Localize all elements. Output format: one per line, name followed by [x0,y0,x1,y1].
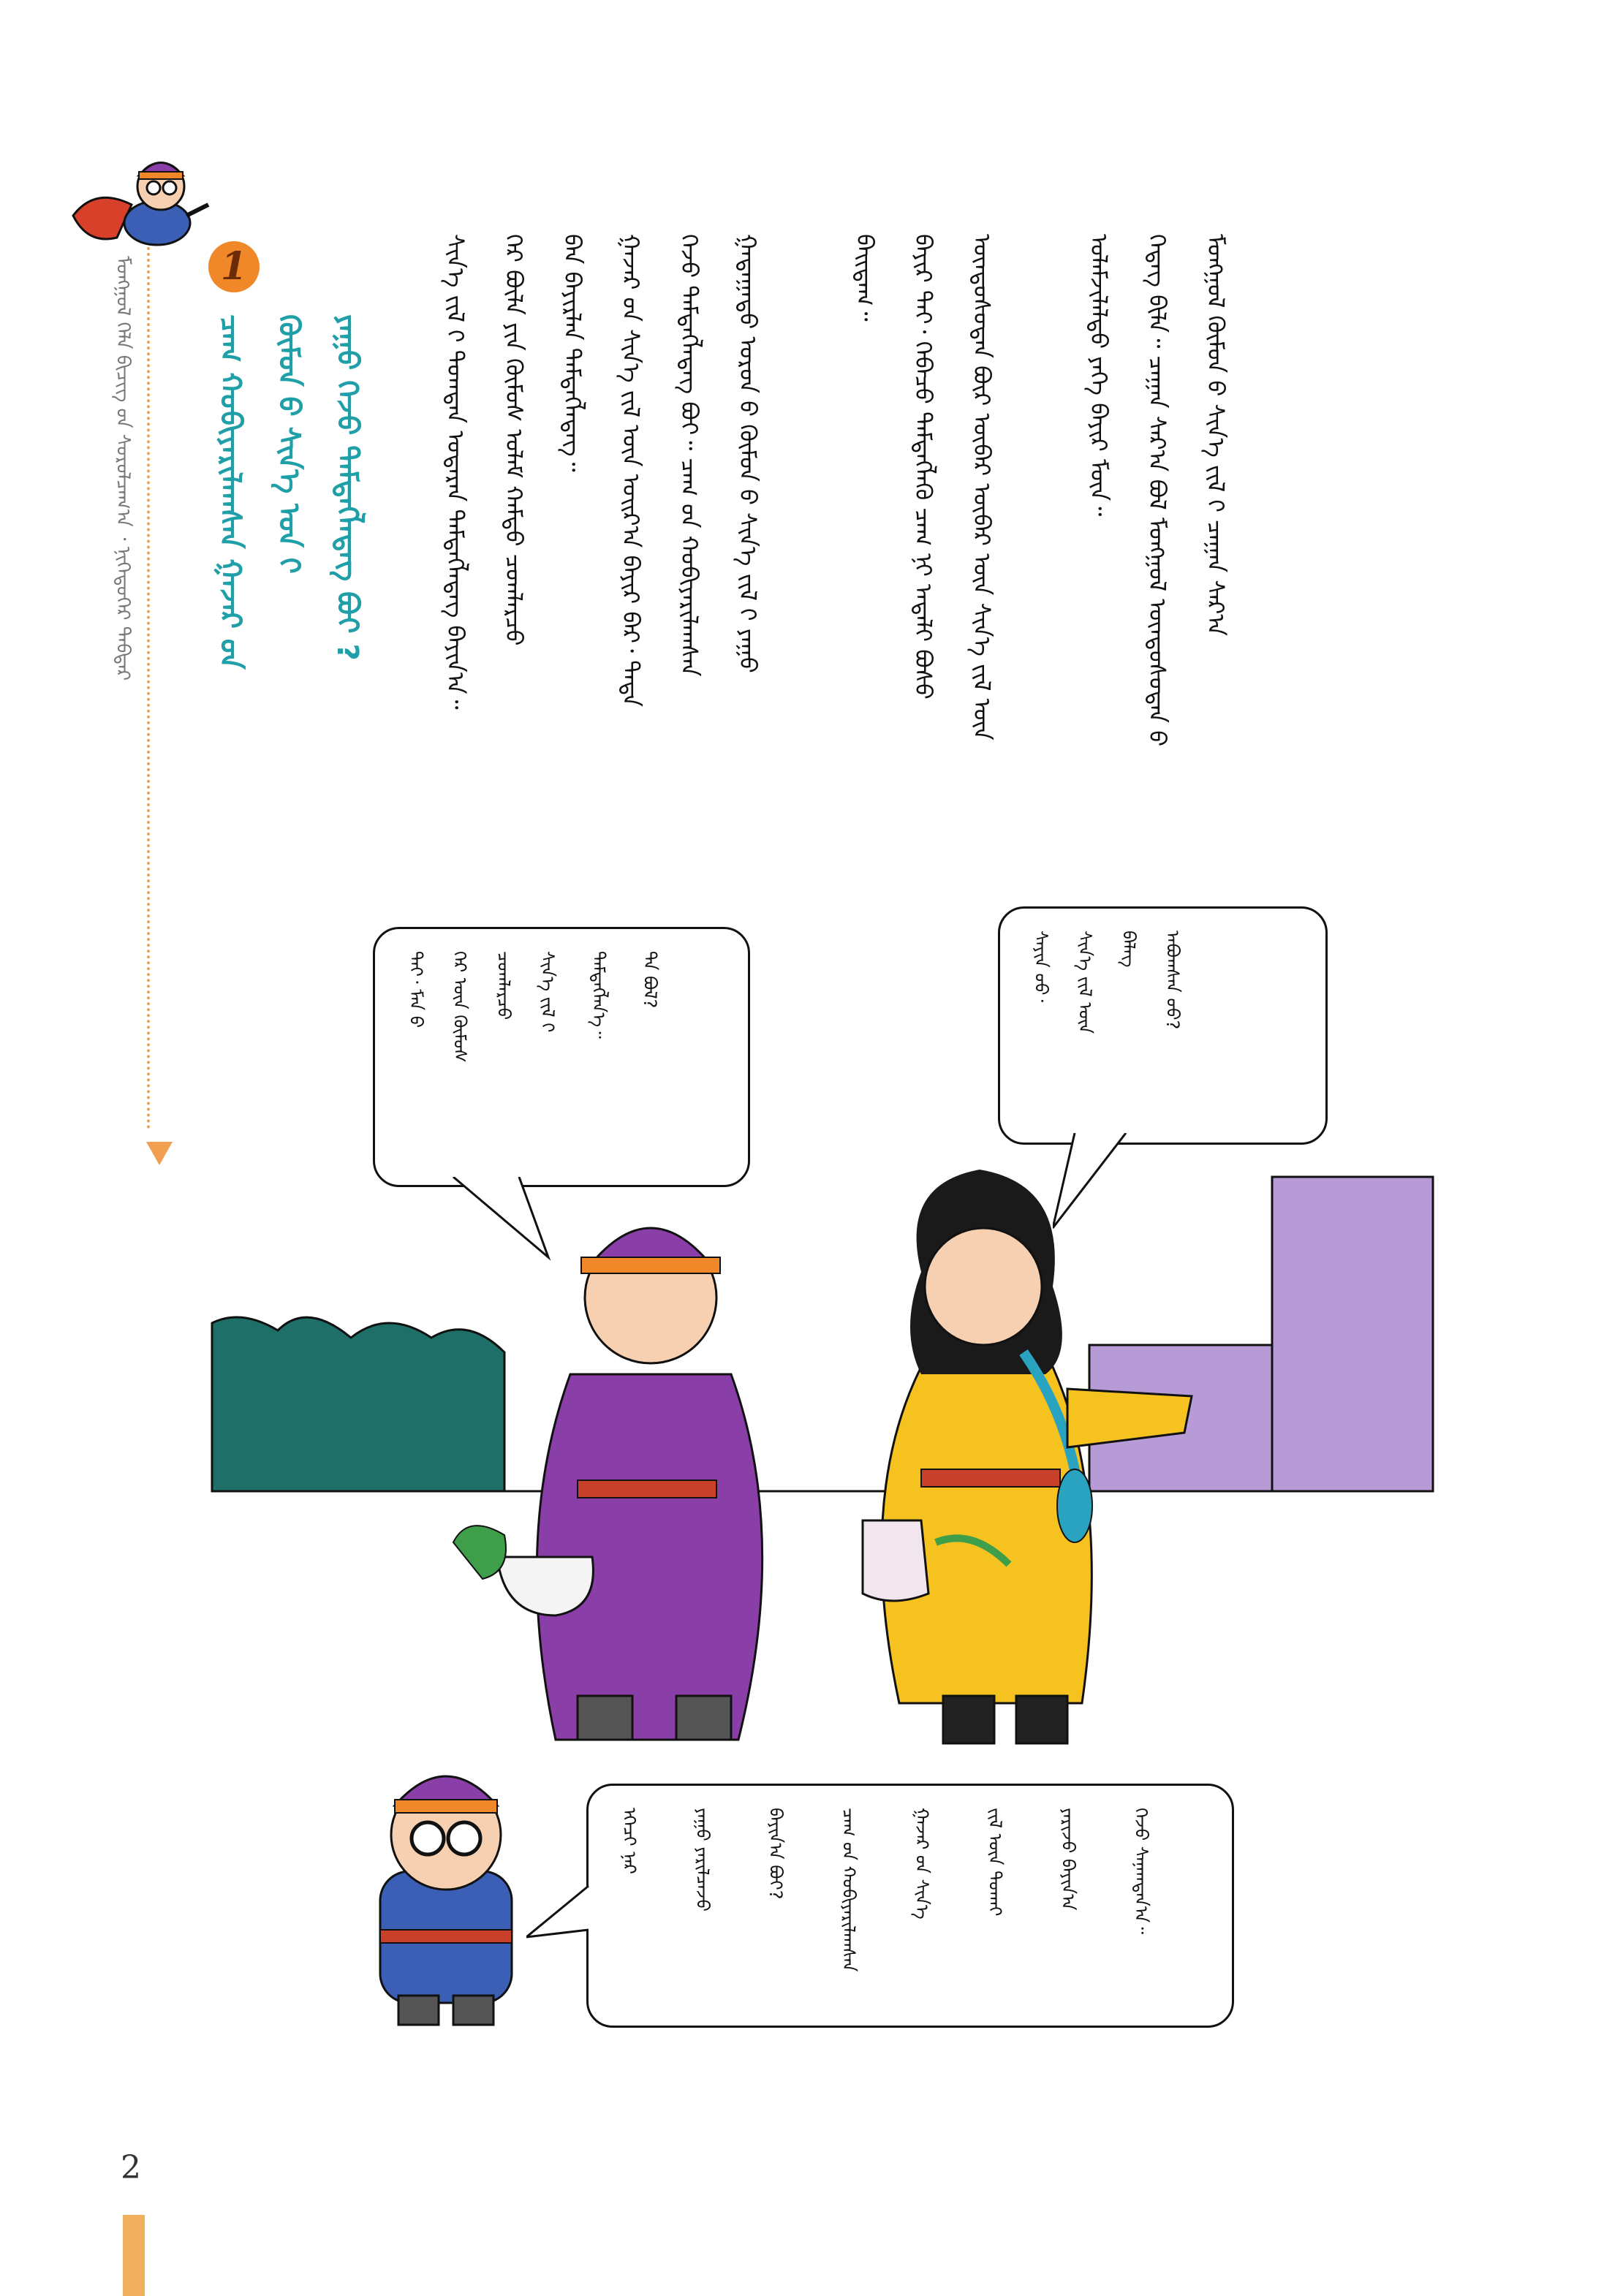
bubble-purple-line-3: ᠴᠤᠭᠯᠠᠷᠴᠤ [493,951,514,1020]
boy-with-glasses [380,1776,512,2025]
body-column-7: ᠭᠠᠳᠠᠭᠠᠳᠤ ᠣᠷᠣᠨ ᠤ᠋ ᠬᠦᠮᠦᠨ ᠦ᠌ ᠰᠢᠨ᠎ᠡ ᠵᠢᠯ ᠢ᠋ ᠶᠠᠭᠤ [734,234,762,673]
bubble-boy-line-1: ᠡᠭᠡᠴᠢ ᠨᠠᠷ [619,1808,640,1874]
speech-bubble-yellow-woman [998,906,1328,1145]
bubble-purple-line-4: ᠰᠢᠨ᠎ᠡ ᠵᠢᠯ ᠢ᠋ [537,951,558,1033]
bubble-boy-line-5: ᠭᠠᠵᠠᠷ ᠤ᠋ᠨ ᠰᠢᠨ᠎ᠡ [912,1808,932,1920]
running-header: ᠮᠣᠩᠭᠣᠯ ᠬᠡᠯᠡ ᠪᠢᠴᠢᠭ ᠤ᠋ᠨ ᠰᠤᠷᠤᠯᠴᠠᠭ᠎ᠠ ᠂ ᠨᠢᠭᠡᠳᠦᠭᠡᠷ ᠳᠡᠪᠲᠡᠷ [112,256,134,681]
bubble-tail-yellow [1053,1133,1133,1235]
bubble-boy-line-4: ᠴᠠᠭ ᠤ᠋ᠨ ᠬᠤᠪᠢᠶᠠᠷᠢᠯᠠᠭᠰᠠᠨ [839,1808,859,1972]
speech-bubble-boy [586,1784,1234,2028]
lesson-title-line-1: ᠴᠠᠭ ᠬᠤᠪᠢᠶᠠᠷᠢᠯᠠᠭᠰᠠᠨ ᠭᠠᠵᠠᠷ ᠤ᠋ᠨ [213,314,247,670]
body-column-6: ᠪᠠᠢᠳᠠᠭ᠃ [851,234,879,322]
body-column-1: ᠮᠣᠩᠭᠣᠯ ᠬᠦᠮᠦᠨ ᠦ᠌ ᠰᠢᠨ᠎ᠡ ᠵᠢᠯ ᠢ᠋ ᠴᠠᠭᠠᠨ ᠰᠠᠷ᠎ᠠ [1202,234,1230,637]
body-column-10: ᠪᠡᠨ ᠪᠠᠶᠢᠷᠯᠠᠨ ᠲᠡᠮᠳᠡᠭᠯᠡᠳᠡᠭ᠃ [559,234,586,472]
bubble-purple-line-1: ᠲᠡᠢ᠂ ᠮᠠᠨ ᠤ᠋ [406,951,426,1028]
bubble-yellow-line-1: ᠰᠠᠶᠢᠨ ᠤᠤ᠂ [1031,931,1051,1003]
tall-wall [1272,1177,1433,1491]
bubble-boy-line-8: ᠭᠡᠵᠦ ᠰᠠᠨᠠᠭᠳᠠᠨ᠎ᠠ᠃ [1131,1808,1151,1934]
lesson-title-line-3: ᠶᠠᠭᠤ ᠭᠡᠵᠦ ᠲᠡᠮᠳᠡᠭᠯᠡᠳᠡᠭ ᠪᠤᠢ ? [330,314,364,661]
body-column-9: ᠭᠠᠵᠠᠷ ᠤ᠋ᠨ ᠰᠢᠨ᠎ᠡ ᠵᠢᠯ ᠦ᠌ᠨ ᠣᠢᠷ᠎ᠠ ᠪᠠᠶᠢᠷ ᠪᠠᠷ᠂ ᠲᠡᠳᠡ [617,234,645,707]
body-column-8: ᠭᠡᠵᠦ ᠲᠡᠮᠳᠡᠭᠯᠡᠳᠡᠭ ᠪᠤᠢ᠃ ᠴᠠᠭ ᠤ᠋ᠨ ᠬᠤᠪᠢᠶᠠᠷᠢᠯᠠᠭᠰᠠᠨ [676,234,703,677]
bubble-boy-line-2: ᠶᠠᠭᠤ ᠶᠠᠷᠢᠯᠴᠠᠵᠤ [692,1808,713,1912]
body-column-2: ᠭᠡᠳᠡᠭ ᠪᠢᠯᠡ᠃ ᠴᠠᠭᠠᠨ ᠰᠠᠷ᠎ᠠ ᠪᠣᠯ ᠮᠣᠩᠭᠣᠯ ᠦᠨᠳᠦᠰᠦᠲᠡᠨ ᠦ᠌ [1143,234,1171,747]
bubble-yellow-line-4: ᠠᠪᠤᠭᠰᠠᠨ ᠤᠤ? [1162,931,1183,1030]
body-column-5: ᠪᠠᠶᠢᠷ ᠲᠡᠢ᠂ ᠭᠡᠪᠡᠴᠦ ᠲᠡᠮᠳᠡᠭᠯᠡᠬᠦ ᠴᠠᠭ ᠨᠢ ᠠᠳᠠᠯᠢ ᠪᠤᠰᠤ [909,234,937,700]
bubble-tail-purple [439,1177,556,1265]
speech-bubble-purple-woman [373,927,750,1187]
page-number: 2 [121,2149,141,2186]
lesson-number-badge: 1 [208,241,260,292]
bubble-purple-line-6: ᠲᠠ ᠪᠣᠯ? [640,951,660,1009]
bubble-yellow-line-3: ᠪᠡᠯᠡᠭ [1119,931,1139,968]
bubble-purple-line-2: ᠭᠡᠷ ᠦ᠌ᠨ ᠬᠦᠮᠦᠰ [450,951,470,1063]
body-column-4: ᠦᠨᠳᠦᠰᠦᠲᠡᠨ ᠪᠦᠷ ᠥᠪᠡᠷ ᠥᠪᠡᠷ ᠦ᠌ᠨ ᠰᠢᠨ᠎ᠡ ᠵᠢᠯ ᠦ᠌ᠨ [968,234,996,740]
bubble-boy-line-7: ᠶᠠᠷᠢᠵᠤ ᠪᠠᠶᠢᠨ᠎ᠠ [1058,1808,1078,1911]
bubble-tail-boy [526,1871,592,1959]
body-column-11: ᠭᠡᠷ ᠪᠦᠯᠡ ᠶᠢᠨ ᠬᠦᠮᠦᠰ ᠤᠯᠠᠮ ᠬᠠᠮᠲᠤ ᠴᠤᠭᠯᠠᠷᠴᠤ [500,234,528,646]
bush [212,1317,504,1491]
lesson-title-line-2: ᠬᠦᠮᠦᠨ ᠦ᠌ ᠰᠢᠨ᠎ᠡ ᠣᠨ ᠢ᠋ [272,314,306,574]
body-column-12: ᠰᠢᠨ᠎ᠡ ᠵᠢᠯ ᠢ᠋ ᠲᠤᠭᠳᠠᠨ ᠤᠲᠠᠷᠠᠨ ᠲᠡᠮᠳᠡᠭᠯᠡᠳᠡᠭ ᠪᠠᠶᠢᠨ᠎ᠠ᠃ [442,234,469,710]
bubble-boy-line-3: ᠪᠠᠶᠢᠨ᠎ᠠ ᠪᠤᠢ? [765,1808,786,1900]
page-bar-decoration [123,2215,145,2296]
bubble-boy-line-6: ᠵᠢᠯ ᠦ᠌ᠨ ᠲᠤᠬᠠᠢ [985,1808,1005,1917]
body-column-3: ᠤᠯᠠᠮᠵᠢᠯᠠᠯᠲᠤ ᠶᠡᠬᠡ ᠪᠠᠶᠢᠷ ᠮᠥᠨ᠃ [1085,234,1113,517]
bubble-yellow-line-2: ᠰᠢᠨ᠎ᠡ ᠵᠢᠯ ᠦ᠌ᠨ [1075,931,1095,1034]
bubble-purple-line-5: ᠲᠡᠮᠳᠡᠭᠯᠡᠨ᠎ᠡ᠃ [589,951,609,1039]
